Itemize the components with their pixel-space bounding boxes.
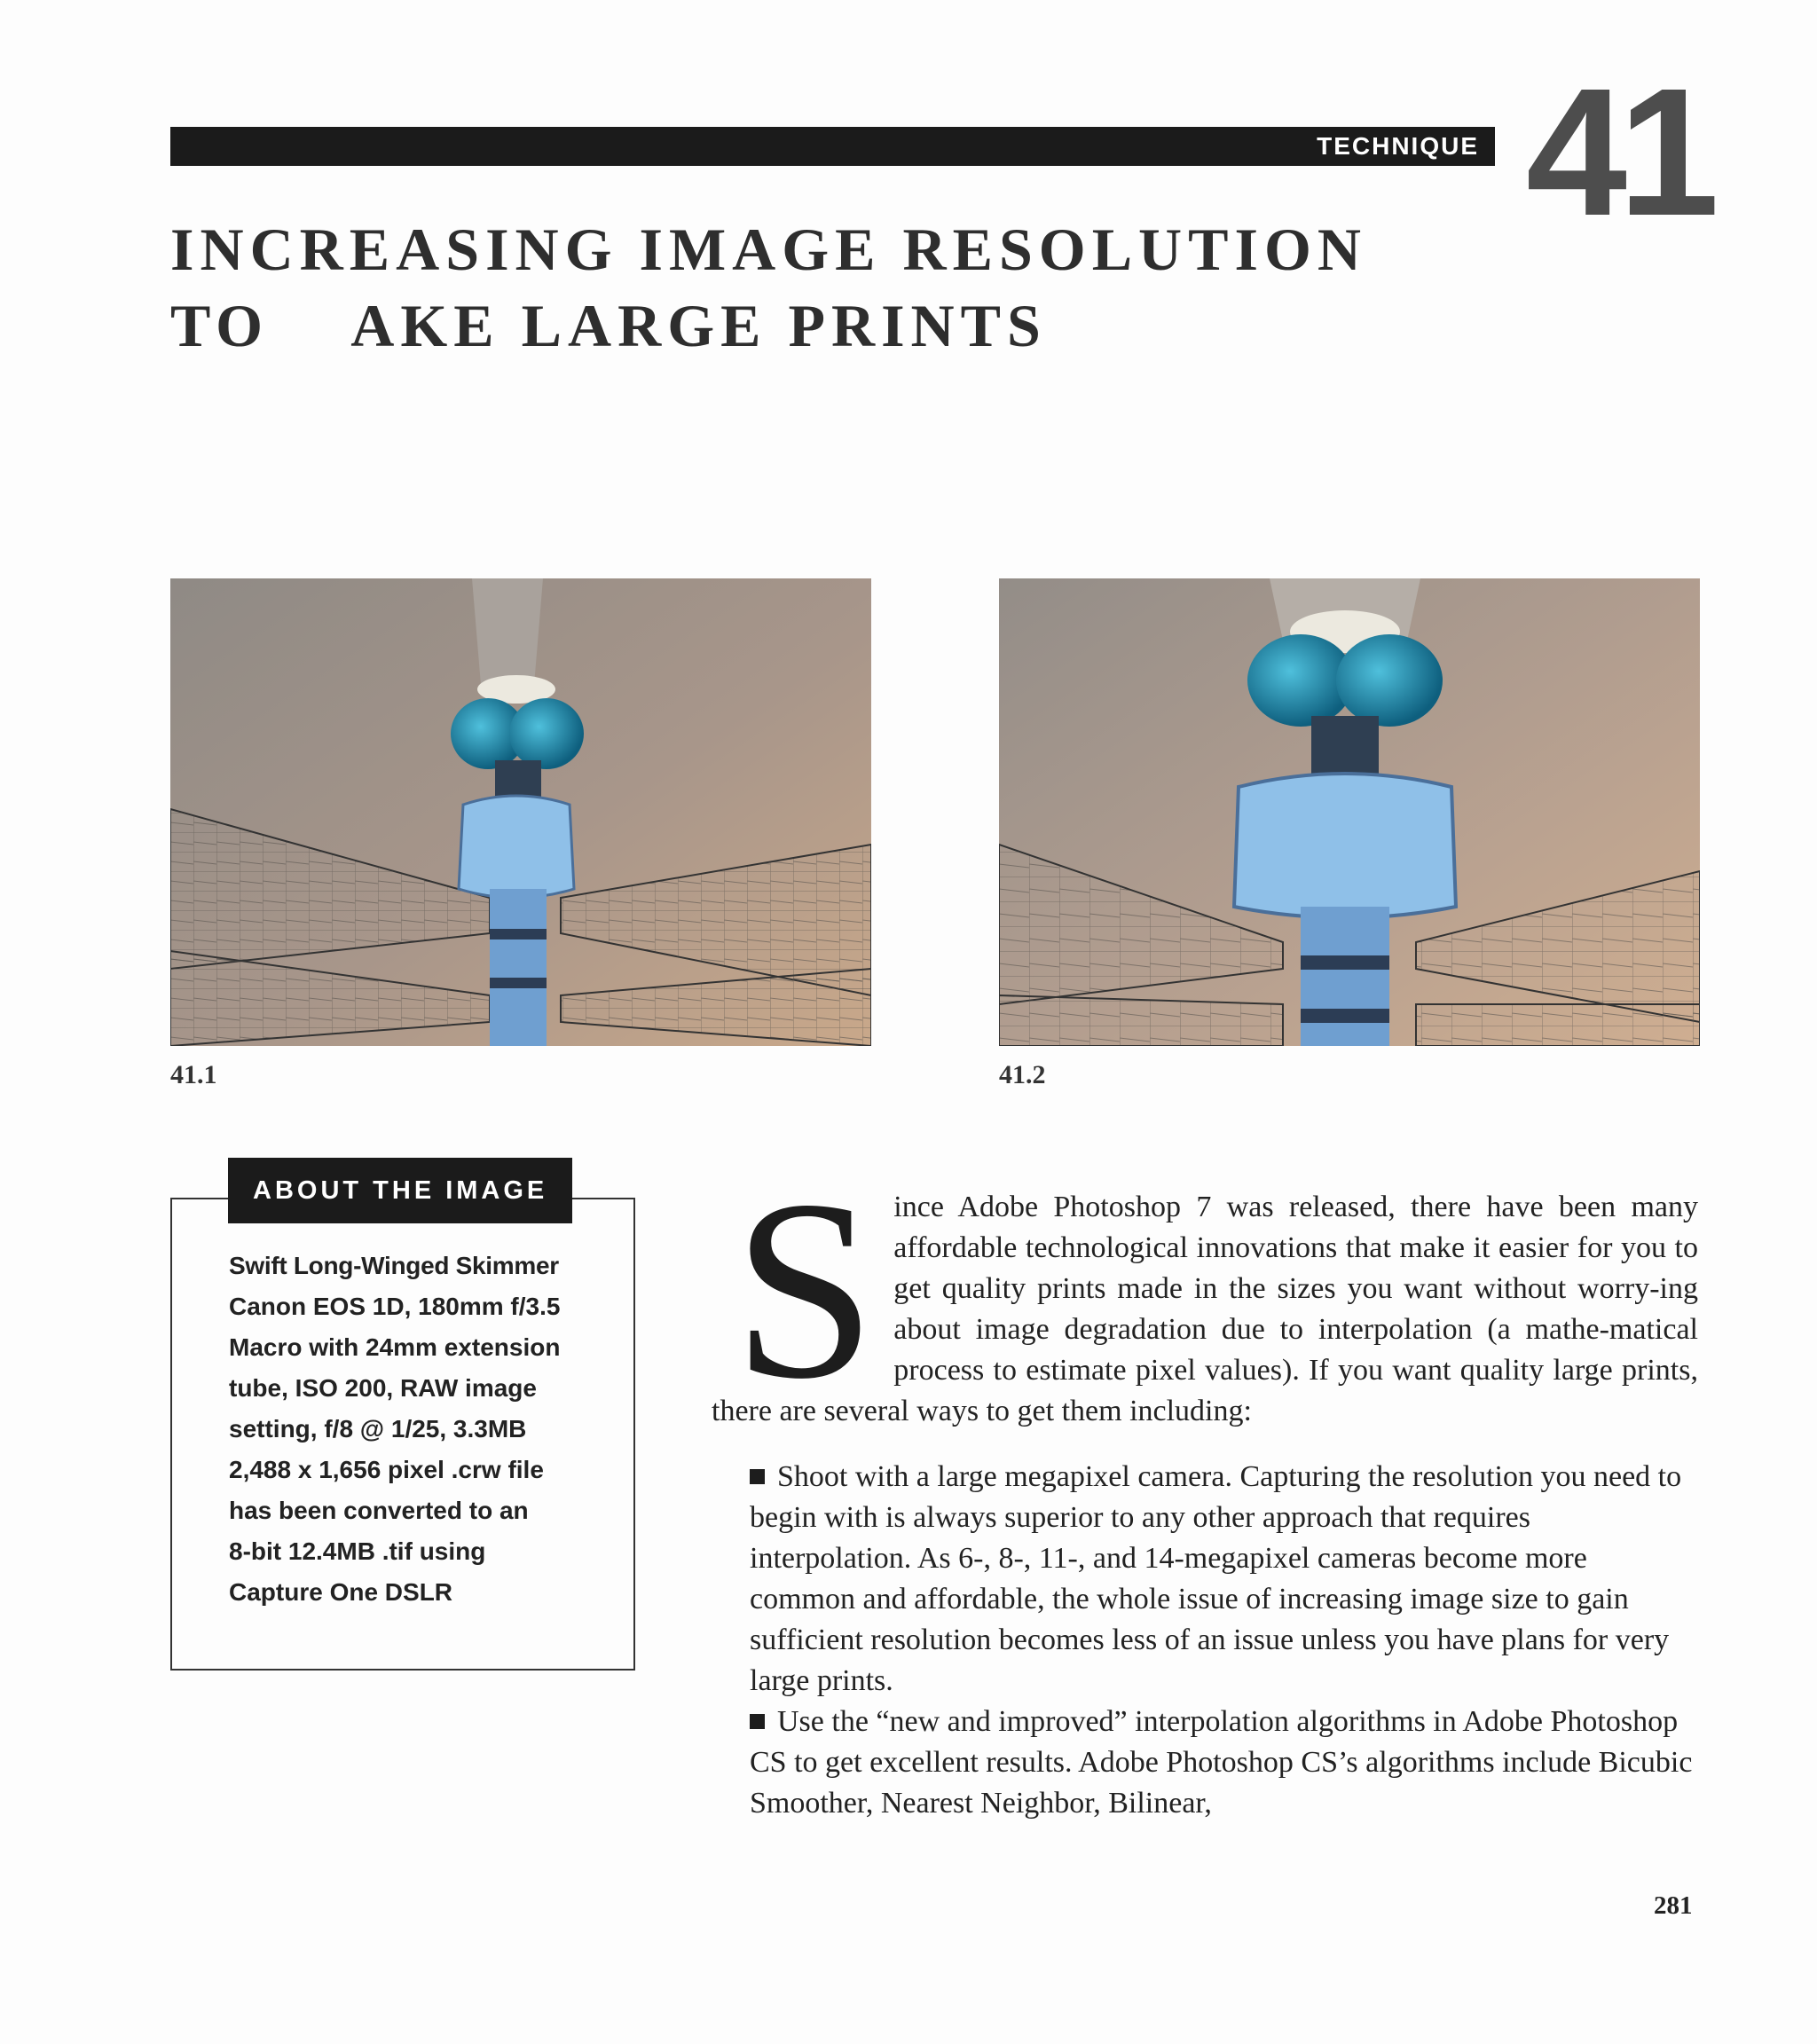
square-bullet-icon [750, 1469, 765, 1484]
technique-label: TECHNIQUE [1317, 132, 1479, 160]
page-number: 281 [1654, 1891, 1693, 1920]
figure-41-2 [999, 578, 1700, 1046]
about-image-line: Macro with 24mm extension [229, 1333, 561, 1361]
dragonfly-photo-enlarged [999, 578, 1700, 1046]
bullet-text: Shoot with a large megapixel camera. Capturing the resolution you need to begin with is always superior to any other approach that requires interpolation. As 6-, 8-, 11-, and 14-megapixel cameras become more common and affordable, the whole issue of increasing image size to gain sufficient resolution becomes less of an issue unless you have plans for very large prints. [750, 1460, 1682, 1697]
about-image-line: Capture One DSLR [229, 1578, 453, 1606]
square-bullet-icon [750, 1714, 765, 1729]
title-line-1: INCREASING IMAGE RESOLUTION [170, 216, 1367, 283]
about-image-line: Canon EOS 1D, 180mm f/3.5 [229, 1293, 561, 1320]
figure-caption: 41.1 [170, 1060, 217, 1089]
technique-header-bar [170, 127, 1495, 166]
page-title [170, 211, 1501, 364]
about-image-text [229, 1246, 579, 1613]
about-image-title: Swift Long-Winged Skimmer [229, 1252, 559, 1279]
about-image-line: has been converted to an [229, 1497, 529, 1524]
bullet-list [750, 1457, 1699, 1824]
about-image-line: 2,488 x 1,656 pixel .crw file [229, 1456, 544, 1483]
figure-caption: 41.2 [999, 1060, 1046, 1089]
dragonfly-photo [170, 578, 871, 1046]
about-image-line: setting, f/8 @ 1/25, 3.3MB [229, 1415, 527, 1443]
about-image-line: tube, ISO 200, RAW image [229, 1374, 537, 1402]
body-text [712, 1147, 1698, 1432]
technique-number: 41 [1526, 51, 1711, 254]
intro-paragraph: ince Adobe Photoshop 7 was released, there have been many affordable technological innovations that make it easier for you to get quality prints made in the sizes you want without worry-ing about image degradation due to interpolation (a mathe-matical process to estimate pixel values). If you want quality large prints, there are several ways to get them including: [712, 1191, 1698, 1427]
about-image-heading: ABOUT THE IMAGE [228, 1158, 572, 1223]
drop-cap: S [733, 1147, 877, 1432]
title-line-2: TO AKE LARGE PRINTS [170, 292, 1047, 359]
list-item [750, 1457, 1699, 1702]
list-item [750, 1702, 1699, 1824]
bullet-text: Use the “new and improved” interpolation algorithms in Adobe Photoshop CS to get excellent results. Adobe Photoshop CS’s algorithms include Bicubic Smoother, Nearest Neighbor, Bilinear, [750, 1705, 1693, 1820]
about-image-line: 8-bit 12.4MB .tif using [229, 1537, 486, 1565]
figure-41-1 [170, 578, 871, 1046]
